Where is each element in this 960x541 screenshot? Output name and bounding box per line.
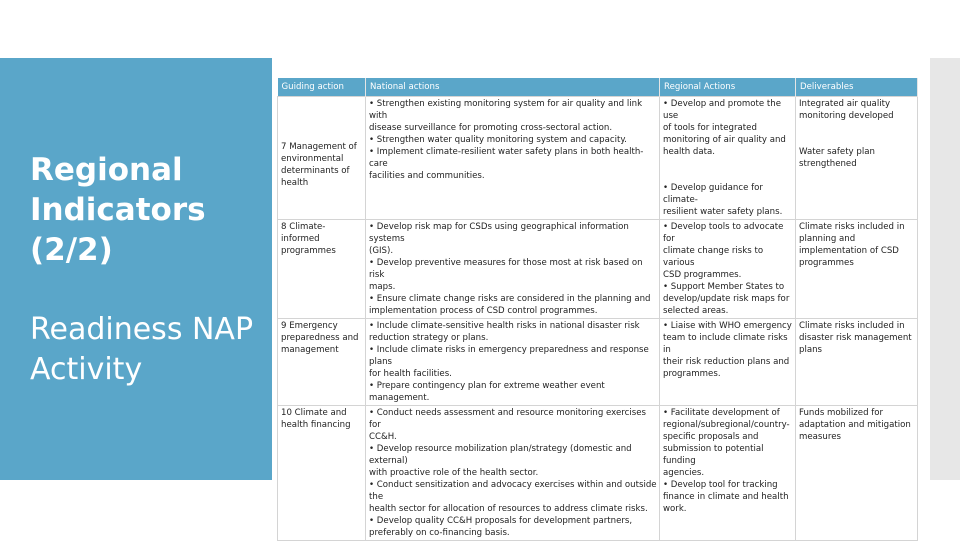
cell-text-line: work.: [663, 504, 687, 514]
cell-guiding: [278, 406, 366, 541]
cell-regional: [660, 406, 796, 541]
cell-text-line: • Conduct needs assessment and resource monitoring exercises for: [369, 408, 646, 430]
title-line: (2/2): [30, 232, 113, 268]
cell-text-line: • Develop and promote the use: [663, 99, 781, 121]
cell-text-line: health data.: [663, 147, 716, 157]
cell-text-line: climate change risks to various: [663, 246, 764, 268]
cell-text-line: implementation process of CSD control programmes.: [369, 306, 598, 316]
cell-text-line: (GIS).: [369, 246, 394, 256]
cell-text-line: programmes.: [663, 369, 721, 379]
cell-text-line: • Strengthen water quality monitoring system and capacity.: [369, 135, 627, 145]
cell-text-line: • Strengthen existing monitoring system for air quality and link with: [369, 99, 643, 121]
cell-regional: [660, 97, 796, 220]
cell-text-line: with proactive role of the health sector.: [369, 468, 539, 478]
table-row: [278, 220, 918, 319]
cell-text-line: • Include climate risks in emergency preparedness and response plans: [369, 345, 649, 367]
cell-text-line: • Develop risk map for CSDs using geographical information systems: [369, 222, 629, 244]
cell-text-line: disease surveillance for promoting cross-sectoral action.: [369, 123, 613, 133]
cell-text-line: strengthened: [799, 159, 857, 169]
cell-national: [366, 97, 660, 220]
header-national-actions: National actions: [366, 78, 660, 97]
side-strip: [930, 58, 960, 480]
cell-text-line: [799, 122, 915, 134]
table-row: [278, 406, 918, 541]
slide-subtitle: [30, 310, 266, 390]
cell-text-line: regional/subregional/country-: [663, 420, 790, 430]
cell-text-line: preferably on co-financing basis.: [369, 528, 510, 538]
cell-text-line: selected areas.: [663, 306, 729, 316]
cell-text-line: plans: [799, 345, 823, 355]
cell-text-line: • Include climate-sensitive health risks in national disaster risk: [369, 321, 640, 331]
cell-text-line: • Facilitate development of: [663, 408, 780, 418]
cell-guiding: [278, 220, 366, 319]
cell-text-line: Water safety plan: [799, 147, 875, 157]
cell-text-line: [663, 170, 793, 182]
cell-text-line: [663, 158, 793, 170]
cell-text-line: health financing: [281, 420, 351, 430]
cell-text-line: • Develop quality CC&H proposals for development partners,: [369, 516, 633, 526]
cell-national: [366, 220, 660, 319]
cell-text-line: agencies.: [663, 468, 705, 478]
cell-text-line: • Conduct sensitization and advocacy exercises within and outside the: [369, 480, 657, 502]
cell-text-line: disaster risk management: [799, 333, 912, 343]
slide-title: [30, 150, 260, 270]
cell-text-line: programmes: [799, 258, 854, 268]
cell-guiding: [278, 97, 366, 220]
cell-text-line: • Implement climate-resilient water safety plans in both health-care: [369, 147, 644, 169]
cell-regional: [660, 220, 796, 319]
cell-deliverables: [796, 97, 918, 220]
cell-text-line: of tools for integrated: [663, 123, 757, 133]
cell-text-line: preparedness and: [281, 333, 359, 343]
cell-text-line: [799, 134, 915, 146]
cell-text-line: • Prepare contingency plan for extreme weather event management.: [369, 381, 605, 403]
table-row: [278, 97, 918, 220]
cell-text-line: finance in climate and health: [663, 492, 789, 502]
header-deliverables: Deliverables: [796, 78, 918, 97]
cell-text-line: • Develop tool for tracking: [663, 480, 778, 490]
cell-text-line: management: [281, 345, 339, 355]
cell-regional: [660, 319, 796, 406]
cell-text-line: CSD programmes.: [663, 270, 742, 280]
cell-text-line: team to include climate risks in: [663, 333, 788, 355]
cell-guiding: [278, 319, 366, 406]
title-line: Regional: [30, 152, 183, 188]
cell-text-line: specific proposals and: [663, 432, 759, 442]
cell-text-line: submission to potential funding: [663, 444, 764, 466]
cell-national: [366, 319, 660, 406]
cell-text-line: adaptation and mitigation: [799, 420, 911, 430]
cell-deliverables: [796, 319, 918, 406]
cell-text-line: determinants of: [281, 166, 350, 176]
cell-text-line: develop/update risk maps for: [663, 294, 790, 304]
cell-text-line: • Develop guidance for climate-: [663, 183, 763, 205]
cell-text-line: 10 Climate and: [281, 408, 347, 418]
cell-text-line: health: [281, 178, 309, 188]
cell-deliverables: [796, 220, 918, 319]
cell-text-line: • Ensure climate change risks are considered in the planning and: [369, 294, 651, 304]
cell-text-line: health sector for allocation of resources to address climate risks.: [369, 504, 648, 514]
cell-deliverables: [796, 406, 918, 541]
cell-text-line: their risk reduction plans and: [663, 357, 790, 367]
cell-text-line: Climate risks included in: [799, 321, 905, 331]
cell-text-line: CC&H.: [369, 432, 397, 442]
indicators-table: [277, 78, 918, 541]
cell-text-line: Integrated air quality: [799, 99, 891, 109]
cell-text-line: monitoring developed: [799, 111, 894, 121]
cell-text-line: • Support Member States to: [663, 282, 785, 292]
subtitle-line: Readiness NAP: [30, 312, 254, 347]
cell-text-line: • Develop preventive measures for those most at risk based on risk: [369, 258, 643, 280]
cell-text-line: programmes: [281, 246, 336, 256]
cell-text-line: • Develop resource mobilization plan/strategy (domestic and external): [369, 444, 632, 466]
subtitle-line: Activity: [30, 352, 143, 387]
cell-text-line: monitoring of air quality and: [663, 135, 786, 145]
header-guiding-action: Guiding action: [278, 78, 366, 97]
cell-text-line: 9 Emergency: [281, 321, 338, 331]
cell-text-line: • Develop tools to advocate for: [663, 222, 784, 244]
cell-text-line: • Liaise with WHO emergency: [663, 321, 792, 331]
cell-text-line: for health facilities.: [369, 369, 452, 379]
cell-text-line: 7 Management of: [281, 142, 357, 152]
cell-national: [366, 406, 660, 541]
table-row: [278, 319, 918, 406]
title-line: Indicators: [30, 192, 206, 228]
header-regional-actions: Regional Actions: [660, 78, 796, 97]
cell-text-line: maps.: [369, 282, 396, 292]
cell-text-line: measures: [799, 432, 841, 442]
cell-text-line: 8 Climate-informed: [281, 222, 326, 244]
cell-text-line: implementation of CSD: [799, 246, 899, 256]
cell-text-line: Funds mobilized for: [799, 408, 884, 418]
table-header-row: [278, 78, 918, 97]
cell-text-line: facilities and communities.: [369, 171, 485, 181]
cell-text-line: resilient water safety plans.: [663, 207, 783, 217]
cell-text-line: environmental: [281, 154, 344, 164]
cell-text-line: reduction strategy or plans.: [369, 333, 489, 343]
cell-text-line: Climate risks included in: [799, 222, 905, 232]
cell-text-line: planning and: [799, 234, 856, 244]
